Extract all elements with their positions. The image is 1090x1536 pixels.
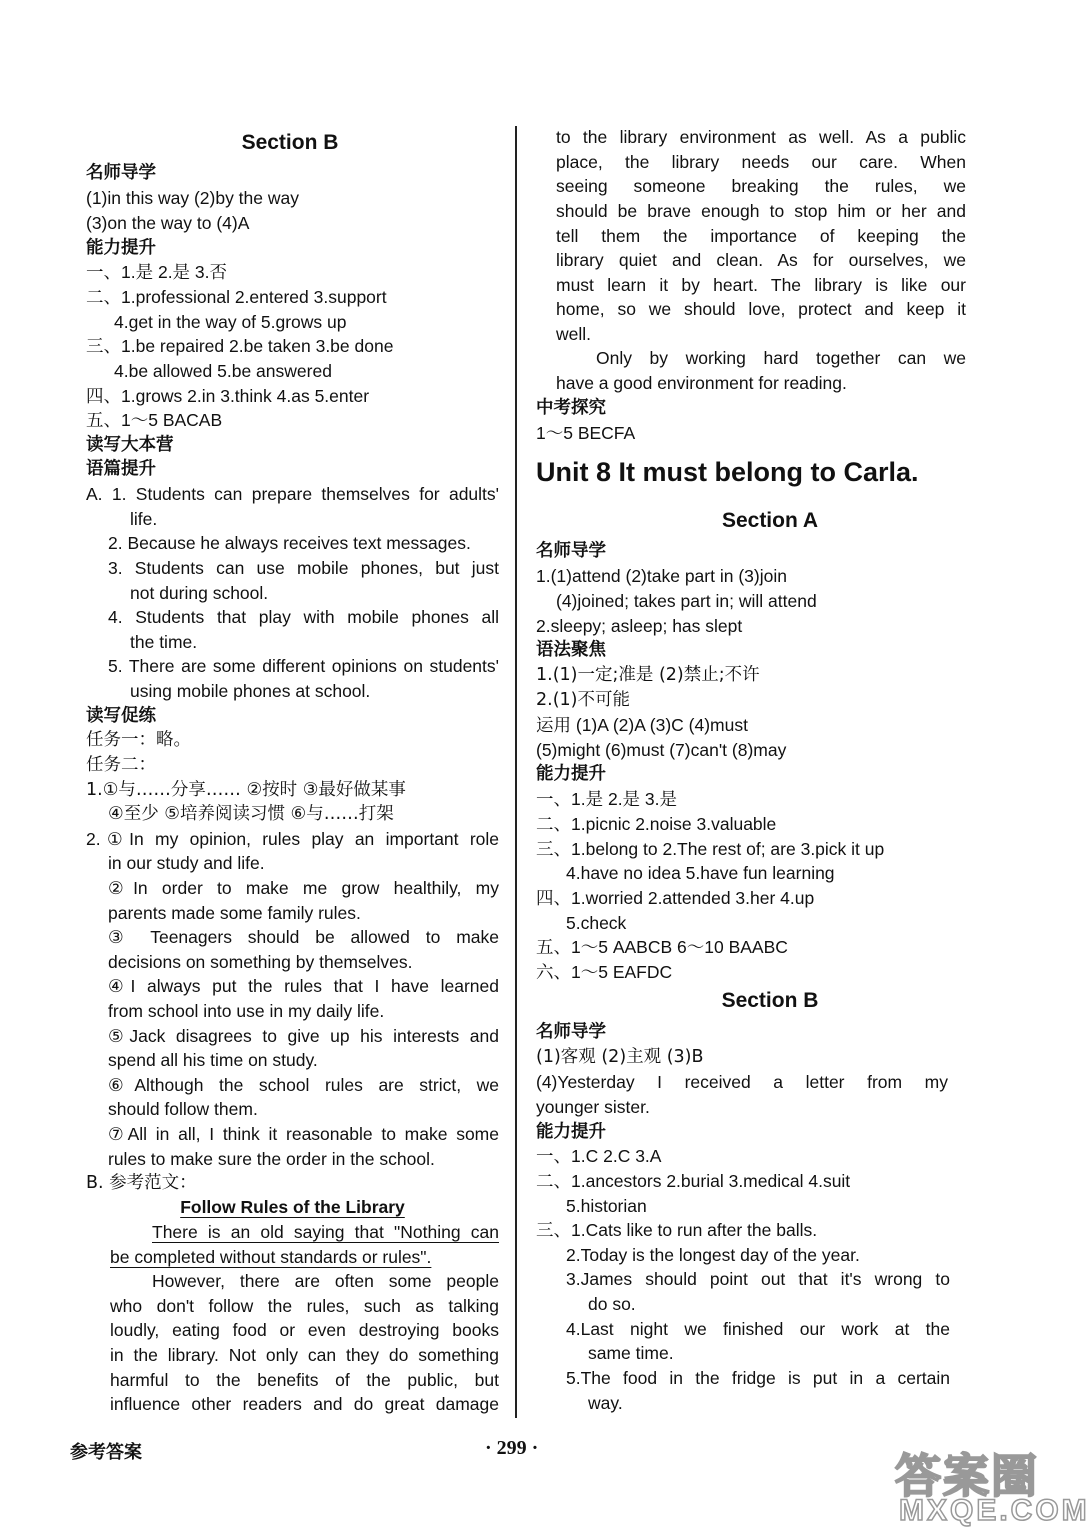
answer-line: (3)on the way to (4)A <box>86 213 250 233</box>
answer-line: 1.(1)一定;准是 (2)禁止;不许 <box>536 665 760 685</box>
essay-line: to the library environment as well. As a public <box>556 127 966 147</box>
answer-line: 4.have no idea 5.have fun learning <box>566 863 835 883</box>
duxie-heading: 读写大本营 <box>86 435 174 455</box>
answer-line: (5)might (6)must (7)can't (8)may <box>536 740 787 760</box>
essay-line: harmful to the benefits of the public, but <box>110 1370 499 1390</box>
essay-line: However, there are often some people <box>152 1271 499 1291</box>
answer-line: 5.historian <box>566 1196 647 1216</box>
watermark-url: MXQE.COM <box>899 1494 1090 1527</box>
essay-line: seeing someone breaking the rules, we <box>556 176 966 196</box>
nengli-heading: 能力提升 <box>536 1122 606 1142</box>
answer-line: not during school. <box>130 583 269 603</box>
answer-line: 2.sleepy; asleep; has slept <box>536 616 743 636</box>
section-b2-heading: Section B <box>721 989 819 1012</box>
unit-title: Unit 8 It must belong to Carla. <box>536 457 919 487</box>
answer-line: 一、1.是 2.是 3.否 <box>86 262 228 282</box>
column-divider <box>515 126 517 1418</box>
task-line: 1.①与……分享…… ②按时 ③最好做某事 <box>86 780 406 800</box>
answer-line: same time. <box>588 1343 674 1363</box>
essay-line: should be brave enough to stop him or her and <box>556 201 966 221</box>
footer-label: 参考答案 <box>70 1442 142 1463</box>
answer-line: way. <box>588 1393 623 1413</box>
answer-line: 一、1.是 2.是 3.是 <box>536 789 678 809</box>
answer-line: 三、1.belong to 2.The rest of; are 3.pick it up <box>536 839 885 859</box>
sentence-line: ⑤Jack disagrees to give up his interests and <box>108 1026 499 1046</box>
answer-line: 三、1.be repaired 2.be taken 3.be done <box>86 336 394 356</box>
cujian-heading: 读写促练 <box>86 706 156 726</box>
sentence-line: decisions on something by themselves. <box>108 952 413 972</box>
answer-line: do so. <box>588 1294 636 1314</box>
answer-line: 5.The food in the fridge is put in a certain <box>566 1368 950 1388</box>
answer-line: 4.be allowed 5.be answered <box>114 361 332 381</box>
essay-line: well. <box>556 324 592 344</box>
answer-line: 二、1.professional 2.entered 3.support <box>86 287 387 307</box>
essay-line: influence other readers and do great damage <box>110 1394 499 1414</box>
watermark-text: 答案圈 <box>895 1449 1039 1503</box>
essay-line: library quiet and clean. As for ourselves, we <box>556 250 966 270</box>
task-line: 任务二： <box>86 755 156 775</box>
sentence-line: ③ Teenagers should be allowed to make <box>108 927 499 947</box>
essay-line: must learn it by heart. The library is like our <box>556 275 966 295</box>
answer-line: 四、1.grows 2.in 3.think 4.as 5.enter <box>86 386 370 406</box>
sentence-line: ⑦All in all, I think it reasonable to make some <box>108 1124 499 1144</box>
essay-line: There is an old saying that "Nothing can <box>152 1222 499 1242</box>
b-label: B. 参考范文： <box>86 1173 197 1193</box>
yupian-heading: 语篇提升 <box>86 459 156 479</box>
task-line: ④至少 ⑤培养阅读习惯 ⑥与……打架 <box>108 804 394 824</box>
answer-line: 五、1～5 AABCB 6～10 BAABC <box>536 937 788 957</box>
answer-line: (1)in this way (2)by the way <box>86 188 299 208</box>
page-number: · 299 · <box>485 1437 539 1459</box>
essay-line: be completed without standards or rules". <box>110 1247 432 1267</box>
answer-line: 5.check <box>566 913 627 933</box>
essay-title: Follow Rules of the Library <box>180 1197 405 1217</box>
essay-line: tell them the importance of keeping the <box>556 226 966 246</box>
essay-line: place, the library needs our care. When <box>556 152 966 172</box>
answer-line: 1～5 BECFA <box>536 423 636 443</box>
essay-line: Only by working hard together can we <box>596 348 966 368</box>
sentence-line: rules to make sure the order in the school. <box>108 1149 435 1169</box>
essay-line: home, so we should love, protect and keep it <box>556 299 966 319</box>
essay-line: in the library. Not only can they do something <box>110 1345 499 1365</box>
answer-line: 2.(1)不可能 <box>536 690 630 710</box>
answer-line: 4. Students that play with mobile phones all <box>108 607 499 627</box>
sentence-line: should follow them. <box>108 1099 258 1119</box>
sentence-line: ⑥Although the school rules are strict, we <box>108 1075 499 1095</box>
mingshi-heading: 名师导学 <box>86 163 156 183</box>
sentence-line: from school into use in my daily life. <box>108 1001 385 1021</box>
answer-line: 2.Today is the longest day of the year. <box>566 1245 860 1265</box>
sentence-line: in our study and life. <box>108 853 265 873</box>
answer-line: 3.James should point out that it's wrong to <box>566 1269 950 1289</box>
answer-line: (4)joined; takes part in; will attend <box>556 591 817 611</box>
answer-line: 三、1.Cats like to run after the balls. <box>536 1220 818 1240</box>
answer-line: using mobile phones at school. <box>130 681 371 701</box>
mingshi-heading: 名师导学 <box>536 1022 606 1042</box>
section-a-heading: Section A <box>721 509 819 532</box>
answer-line: 六、1～5 EAFDC <box>536 962 673 982</box>
answer-line: 五、1～5 BACAB <box>86 410 223 430</box>
task-line: 任务一：略。 <box>86 730 191 750</box>
yufa-heading: 语法聚焦 <box>536 640 606 660</box>
answer-line: younger sister. <box>536 1097 650 1117</box>
nengli-heading: 能力提升 <box>536 764 606 784</box>
answer-line: 4.Last night we finished our work at the <box>566 1319 950 1339</box>
zhongkao-heading: 中考探究 <box>536 398 606 418</box>
essay-line: who don't follow the rules, such as talking <box>110 1296 499 1316</box>
sentence-line: ④I always put the rules that I have learned <box>108 976 499 996</box>
answer-line: 5. There are some different opinions on students' <box>108 656 499 676</box>
answer-line: the time. <box>130 632 198 652</box>
sentence-line: spend all his time on study. <box>108 1050 318 1070</box>
section-b-heading: Section B <box>241 131 339 154</box>
sentence-line: parents made some family rules. <box>108 903 361 923</box>
essay-line: loudly, eating food or even destroying books <box>110 1320 499 1340</box>
answer-line: (1)客观 (2)主观 (3)B <box>536 1047 704 1067</box>
watermark-logo <box>885 1440 1090 1530</box>
answer-line: 运用 (1)A (2)A (3)C (4)must <box>536 715 748 735</box>
answer-line: 2. Because he always receives text messages. <box>108 533 471 553</box>
mingshi-heading: 名师导学 <box>536 541 606 561</box>
answer-line: 四、1.worried 2.attended 3.her 4.up <box>536 888 815 908</box>
answer-line: 二、1.ancestors 2.burial 3.medical 4.suit <box>536 1171 851 1191</box>
answer-line: 4.get in the way of 5.grows up <box>114 312 347 332</box>
essay-line: have a good environment for reading. <box>556 373 847 393</box>
answer-line: 一、1.C 2.C 3.A <box>536 1146 662 1166</box>
answer-line: A. 1. Students can prepare themselves for adults' <box>86 484 499 504</box>
answer-line: (4)Yesterday I received a letter from my <box>536 1072 948 1092</box>
nengli-heading: 能力提升 <box>86 238 156 258</box>
sentence-line: ②In order to make me grow healthily, my <box>108 878 499 898</box>
answer-line: 1.(1)attend (2)take part in (3)join <box>536 566 787 586</box>
sentence-line: 2.①In my opinion, rules play an important role <box>86 829 499 849</box>
answer-line: 二、1.picnic 2.noise 3.valuable <box>536 814 777 834</box>
answer-line: 3. Students can use mobile phones, but just <box>108 558 499 578</box>
answer-line: life. <box>130 509 158 529</box>
